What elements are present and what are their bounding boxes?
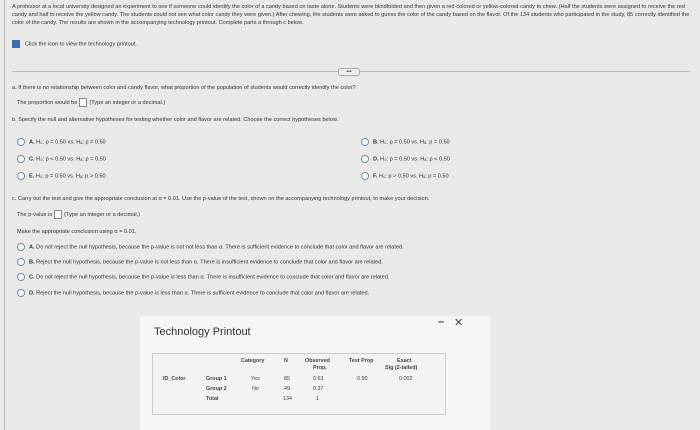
radio-button[interactable] <box>361 172 369 180</box>
close-button[interactable]: ✕ <box>454 317 464 329</box>
hyp-option-e[interactable]: E. H₀: p = 0.50 vs. Hₐ: p > 0.50 <box>17 172 106 180</box>
row-category: No <box>252 386 259 392</box>
hyp-option-a[interactable]: A. H₀: p = 0.50 vs. Hₐ: p ≠ 0.50 <box>17 138 106 146</box>
conclusion-option-b[interactable]: B. Reject the null hypothesis, because the p-value is not less than α. There is insufficient evidence to conclude that color and flavor are related. <box>17 258 383 266</box>
row-category: Yes <box>251 376 260 382</box>
header-test-prop: Test Prop <box>349 358 374 364</box>
variable-name: ID_Color <box>163 376 186 382</box>
header-n: N <box>284 358 288 364</box>
radio-button[interactable] <box>17 243 25 251</box>
part-b-question: b. Specify the null and alternative hypotheses for testing whether color and flavor are related. Choose the correct hypotheses below. <box>12 117 339 123</box>
radio-button[interactable] <box>17 138 25 146</box>
row-n: 49 <box>284 386 290 392</box>
radio-button[interactable] <box>17 258 25 266</box>
row-obs: 0.63 <box>313 376 324 382</box>
header-observed: Observed <box>305 358 330 364</box>
part-a-hint: (Type an integer or a decimal.) <box>89 99 166 106</box>
table-icon[interactable] <box>12 40 20 48</box>
hyp-option-c[interactable]: C. H₀: p < 0.50 vs. Hₐ: p = 0.50 <box>17 155 106 163</box>
hyp-option-b[interactable]: B. H₀: p ≠ 0.50 vs. Hₐ: p = 0.50 <box>361 138 450 146</box>
p-value-input[interactable] <box>54 210 62 219</box>
proportion-input[interactable] <box>79 98 87 107</box>
header-prop: Prop. <box>313 365 327 371</box>
row-n: 134 <box>283 396 292 402</box>
row-group: Total <box>206 396 219 402</box>
printout-link[interactable] <box>12 40 137 48</box>
row-group: Group 2 <box>206 386 227 392</box>
problem-intro: A professor at a local university designed an experiment to see if someone could identify the color of a candy based on taste alone. Students were blindfolded and then given a red-colored or yellow-colored candy to chew. (Half the students were assigned to receive the red candy and half to receive the yellow candy. The students could not see what color candy they were given.) After chewing, the students were asked to guess the color of the candy based on the flavor. Of the 134 students who participated in the study, 85 correctly identified the color of the candy. The results are shown in the accompanying technology printout. Complete parts a through c below. <box>12 4 690 27</box>
hyp-option-f[interactable]: F. H₀: p > 0.50 vs. Hₐ: p = 0.50 <box>361 172 449 180</box>
part-c-answer-row <box>17 210 140 219</box>
expand-dots-button[interactable]: ••• <box>338 68 360 76</box>
part-c-prefix: The p-value is <box>17 211 53 218</box>
row-obs: 1 <box>316 396 319 402</box>
hyp-option-d[interactable]: D. H₀: p = 0.50 vs. Hₐ: p < 0.50 <box>361 155 450 163</box>
left-edge <box>4 0 5 430</box>
row-group: Group 1 <box>206 376 227 382</box>
row-obs: 0.37 <box>313 386 324 392</box>
part-a-question: a. If there is no relationship between color and candy flavor, what proportion of the population of students would correctly identify the color? <box>12 85 356 91</box>
radio-button[interactable] <box>361 138 369 146</box>
dialog-title: Technology Printout <box>154 326 251 338</box>
conclusion-prompt: Make the appropriate conclusion using α = 0.01. <box>17 229 137 235</box>
radio-button[interactable] <box>361 155 369 163</box>
part-a-answer-row <box>17 98 165 107</box>
row-n: 85 <box>284 376 290 382</box>
part-a-prefix: The proportion would be <box>17 99 78 106</box>
part-c-hint: (Type an integer or a decimal.) <box>64 211 141 218</box>
radio-button[interactable] <box>17 273 25 281</box>
header-exact: Exact <box>397 358 412 364</box>
row-exact: 0.002 <box>399 376 413 382</box>
radio-button[interactable] <box>17 289 25 297</box>
conclusion-option-d[interactable]: D. Reject the null hypothesis, because the p-value is less than α. There is sufficient evidence to conclude that color and flavor are related. <box>17 289 369 297</box>
conclusion-option-a[interactable]: A. Do not reject the null hypothesis, because the p-value is not not less than α. There is sufficient evidence to conclude that color and flavor are related. <box>17 243 404 251</box>
part-c-question: c. Carry out the test and give the appropriate conclusion at α = 0.01. Use the p-value of the test, shown on the accompanying technology printout, to make your decision. <box>12 196 430 202</box>
radio-button[interactable] <box>17 172 25 180</box>
row-test: 0.50 <box>357 376 368 382</box>
minimize-button[interactable]: – <box>438 316 445 328</box>
printout-link-text[interactable]: Click the icon to view the technology printout. <box>25 41 137 48</box>
header-sig: Sig (2-tailed) <box>385 365 418 371</box>
radio-button[interactable] <box>17 155 25 163</box>
header-category: Category <box>241 358 265 364</box>
technology-printout-dialog <box>140 316 490 430</box>
conclusion-option-c[interactable]: C. Do not reject the null hypothesis, because the p-value is less than α. There is insufficient evidence to conclude that color and flavor are related. <box>17 273 389 281</box>
printout-table <box>152 353 446 415</box>
